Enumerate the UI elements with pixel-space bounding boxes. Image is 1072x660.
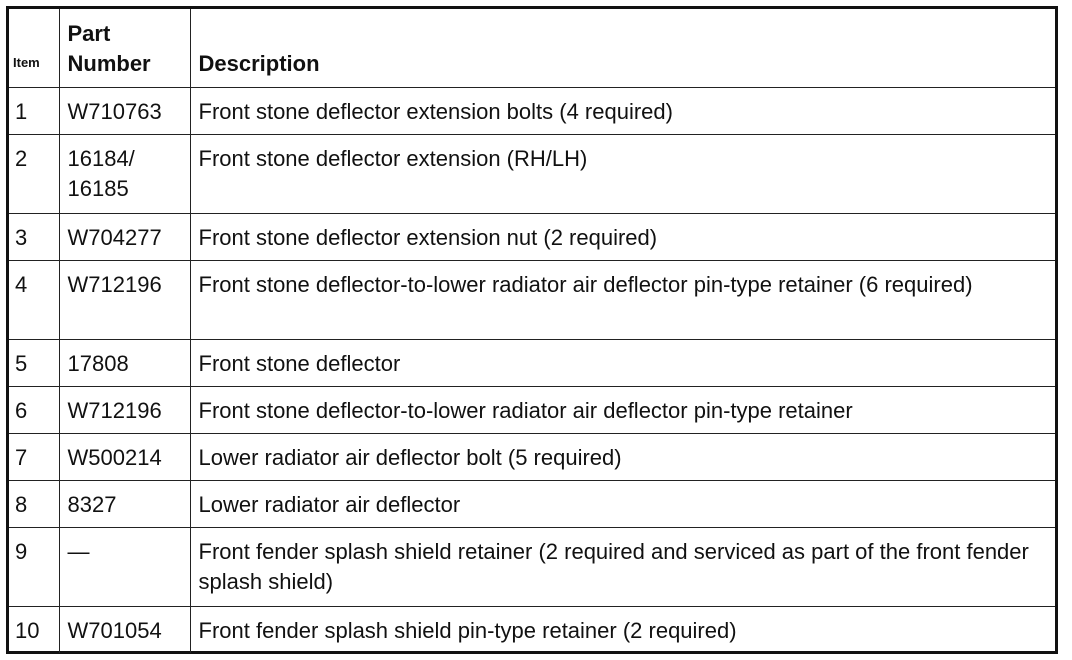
description-column-header: Description [190, 9, 1055, 87]
item-cell: 7 [9, 433, 59, 480]
table-header [9, 9, 1055, 87]
table-row [9, 606, 1055, 653]
header-row [9, 9, 1055, 87]
table-row [9, 480, 1055, 527]
item-column-header: Item [9, 9, 59, 87]
part-number-cell: 17808 [59, 339, 190, 386]
part-number-cell: W704277 [59, 213, 190, 260]
description-cell: Front stone deflector extension nut (2 required) [190, 213, 1055, 260]
item-cell: 1 [9, 87, 59, 134]
parts-table [9, 9, 1055, 653]
description-cell: Front stone deflector extension bolts (4 required) [190, 87, 1055, 134]
description-cell: Front fender splash shield pin-type retainer (2 required) [190, 606, 1055, 653]
item-cell: 8 [9, 480, 59, 527]
description-cell: Front fender splash shield retainer (2 required and serviced as part of the front fender splash shield) [190, 527, 1055, 606]
part-number-cell: W500214 [59, 433, 190, 480]
part-number-cell: W712196 [59, 260, 190, 339]
table-row [9, 134, 1055, 213]
item-cell: 9 [9, 527, 59, 606]
description-cell: Lower radiator air deflector bolt (5 required) [190, 433, 1055, 480]
part-number-cell: W701054 [59, 606, 190, 653]
item-cell: 6 [9, 386, 59, 433]
description-cell: Front stone deflector [190, 339, 1055, 386]
description-cell: Front stone deflector extension (RH/LH) [190, 134, 1055, 213]
item-cell: 3 [9, 213, 59, 260]
table-row [9, 260, 1055, 339]
part-number-cell: — [59, 527, 190, 606]
item-cell: 4 [9, 260, 59, 339]
part-number-cell: 16184/ 16185 [59, 134, 190, 213]
table-row [9, 339, 1055, 386]
description-cell: Lower radiator air deflector [190, 480, 1055, 527]
table-row [9, 87, 1055, 134]
part-number-cell: W710763 [59, 87, 190, 134]
table-row [9, 213, 1055, 260]
part-number-cell: 8327 [59, 480, 190, 527]
description-cell: Front stone deflector-to-lower radiator air deflector pin-type retainer [190, 386, 1055, 433]
table-row [9, 386, 1055, 433]
table-row [9, 527, 1055, 606]
item-cell: 5 [9, 339, 59, 386]
item-cell: 2 [9, 134, 59, 213]
part-number-cell: W712196 [59, 386, 190, 433]
table-row [9, 433, 1055, 480]
part-number-column-header: Part Number [59, 9, 190, 87]
description-cell: Front stone deflector-to-lower radiator air deflector pin-type retainer (6 required) [190, 260, 1055, 339]
parts-table-frame [6, 6, 1058, 654]
item-cell: 10 [9, 606, 59, 653]
table-body [9, 87, 1055, 653]
